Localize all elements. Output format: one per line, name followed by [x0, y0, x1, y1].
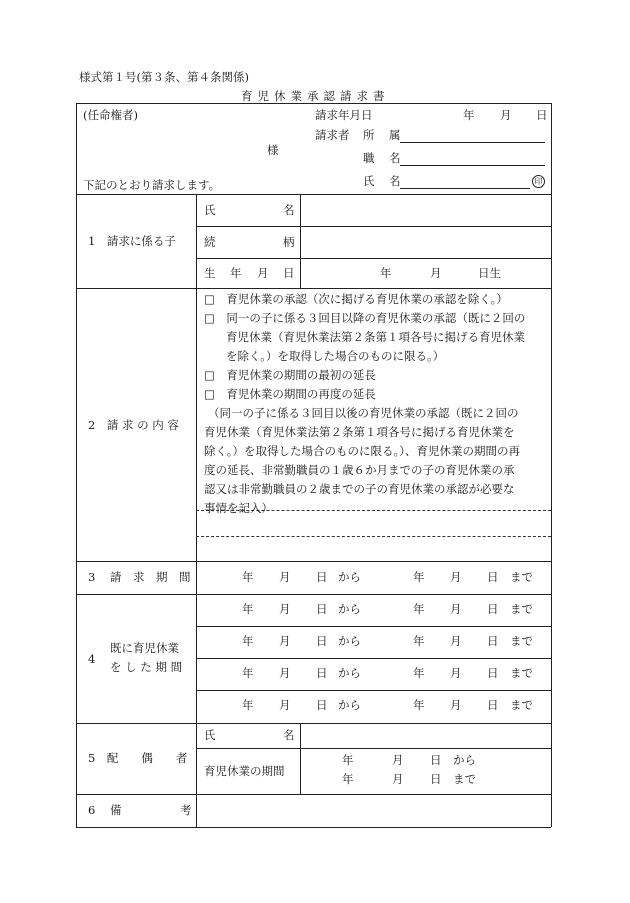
affiliation-char-2: 属: [389, 128, 401, 142]
period-year: 年: [342, 753, 354, 767]
period-from: から: [338, 666, 361, 680]
period-month: 月: [392, 772, 404, 786]
period-from: から: [338, 634, 361, 648]
request-date-month: 月: [500, 108, 512, 122]
period-month: 月: [279, 666, 291, 680]
section1-label: 1 請求に係る子: [88, 234, 176, 248]
period-until: まで: [510, 570, 533, 584]
period-month: 月: [279, 698, 291, 712]
option-3-checkbox[interactable]: □ 育児休業の期間の最初の延長: [204, 368, 376, 382]
section3-label: 請 求 期 間: [110, 570, 191, 584]
period-month: 月: [450, 602, 462, 616]
dob-char-2: 年: [230, 266, 242, 280]
section4-num: 4: [88, 652, 96, 666]
spouse-name-char-1: 氏: [204, 728, 216, 742]
period-year: 年: [242, 570, 254, 584]
child-name-char-1: 氏: [204, 203, 216, 217]
child-relation-char-2: 柄: [283, 235, 295, 249]
name-char-2: 名: [389, 174, 401, 188]
option-2-line2: 育児休業（育児休業法第２条第１項各号に掲げる育児休業: [226, 330, 525, 344]
child-relation-char-1: 続: [204, 235, 216, 249]
period-month: 月: [279, 602, 291, 616]
position-char-1: 職: [363, 151, 375, 165]
period-month: 月: [450, 634, 462, 648]
position-char-2: 名: [389, 151, 401, 165]
period-day: 日: [430, 753, 442, 767]
period-month: 月: [450, 570, 462, 584]
period-day: 日: [430, 772, 442, 786]
section6-label-char-1: 備: [110, 803, 122, 817]
request-text: 下記のとおり請求します。: [83, 178, 221, 192]
spouse-name-char-2: 名: [283, 728, 295, 742]
period-day: 日: [487, 634, 499, 648]
section2-label: 2 請 求 の 内 容: [88, 418, 179, 432]
period-until: まで: [510, 634, 533, 648]
spouse-name-field[interactable]: [302, 726, 549, 746]
period-year: 年: [413, 698, 425, 712]
spouse-period-label: 育児休業の期間: [204, 764, 285, 778]
period-day: 日: [487, 570, 499, 584]
note-line-2: 育児休業（育児休業法第２条第１項各号に掲げる育児休業を: [204, 425, 515, 439]
dob-char-4: 日: [283, 266, 295, 280]
period-day: 日: [316, 698, 328, 712]
period-month: 月: [450, 698, 462, 712]
period-year: 年: [242, 602, 254, 616]
period-year: 年: [413, 666, 425, 680]
reason-field-1[interactable]: [198, 512, 549, 534]
dob-char-1: 生: [204, 266, 216, 280]
request-date-year: 年: [463, 108, 475, 122]
option-2-line3: を除く。）を取得した場合のものに限る。）: [226, 349, 445, 363]
appointing-authority-label: (任命権者): [83, 108, 138, 122]
dob-char-3: 月: [257, 266, 269, 280]
name-char-1: 氏: [363, 174, 375, 188]
sama-label: 様: [267, 143, 279, 157]
period-from: から: [338, 570, 361, 584]
note-line-1: （同一の子に係る３回目以後の育児休業の承認（既に２回の: [208, 406, 519, 420]
section4-label-line1: 既に育児休業: [110, 641, 179, 655]
name-field[interactable]: [400, 188, 530, 189]
requester-label: 請求者: [315, 128, 350, 142]
section3-num: 3: [88, 570, 96, 584]
period-year: 年: [242, 698, 254, 712]
affiliation-field[interactable]: [400, 142, 545, 143]
child-name-char-2: 名: [283, 203, 295, 217]
note-line-3: 除く。）を取得した場合のものに限る。）、育児休業の期間の再: [204, 444, 521, 458]
option-2-checkbox[interactable]: □ 同一の子に係る３回目以降の育児休業の承認（既に２回の: [204, 311, 526, 325]
dob-year: 年: [380, 266, 392, 280]
position-field[interactable]: [400, 165, 545, 166]
period-day: 日: [316, 634, 328, 648]
remarks-field[interactable]: [198, 796, 549, 825]
period-year: 年: [413, 602, 425, 616]
form-title: 育児休業承認請求書: [241, 89, 390, 103]
period-month: 月: [279, 570, 291, 584]
period-from: から: [453, 753, 476, 767]
period-from: から: [338, 602, 361, 616]
period-until: まで: [510, 698, 533, 712]
period-year: 年: [413, 634, 425, 648]
option-1-checkbox[interactable]: □ 育児休業の承認（次に掲げる育児休業の承認を除く。）: [204, 292, 508, 306]
dob-day: 日生: [478, 266, 501, 280]
note-line-6: 事情を記入）: [204, 501, 273, 515]
section5-label: 5 配 偶 者: [88, 751, 188, 765]
period-day: 日: [487, 602, 499, 616]
period-day: 日: [487, 666, 499, 680]
section6-num: 6: [88, 803, 96, 817]
period-month: 月: [279, 634, 291, 648]
period-year: 年: [242, 666, 254, 680]
seal-mark: 印: [532, 175, 545, 188]
note-line-4: 度の延長、非常勤職員の１歳６か月までの子の育児休業の承: [204, 463, 515, 477]
period-month: 月: [392, 753, 404, 767]
period-year: 年: [342, 772, 354, 786]
note-line-5: 認又は非常勤職員の２歳までの子の育児休業の承認が必要な: [204, 482, 515, 496]
reason-field-2[interactable]: [198, 538, 549, 560]
period-month: 月: [450, 666, 462, 680]
period-until: まで: [510, 602, 533, 616]
affiliation-char-1: 所: [363, 128, 375, 142]
form-number: 様式第１号(第３条、第４条関係): [79, 70, 249, 84]
request-date-day: 日: [536, 108, 548, 122]
period-until: まで: [510, 666, 533, 680]
period-until: まで: [453, 772, 476, 786]
period-day: 日: [487, 698, 499, 712]
period-day: 日: [316, 570, 328, 584]
period-day: 日: [316, 666, 328, 680]
request-date-label: 請求年月日: [315, 108, 373, 122]
section4-label-line2: を し た 期 間: [110, 660, 183, 674]
period-year: 年: [413, 570, 425, 584]
period-from: から: [338, 698, 361, 712]
dob-month: 月: [430, 266, 442, 280]
period-year: 年: [242, 634, 254, 648]
period-day: 日: [316, 602, 328, 616]
option-4-checkbox[interactable]: □ 育児休業の期間の再度の延長: [204, 387, 376, 401]
section6-label-char-2: 考: [180, 803, 192, 817]
